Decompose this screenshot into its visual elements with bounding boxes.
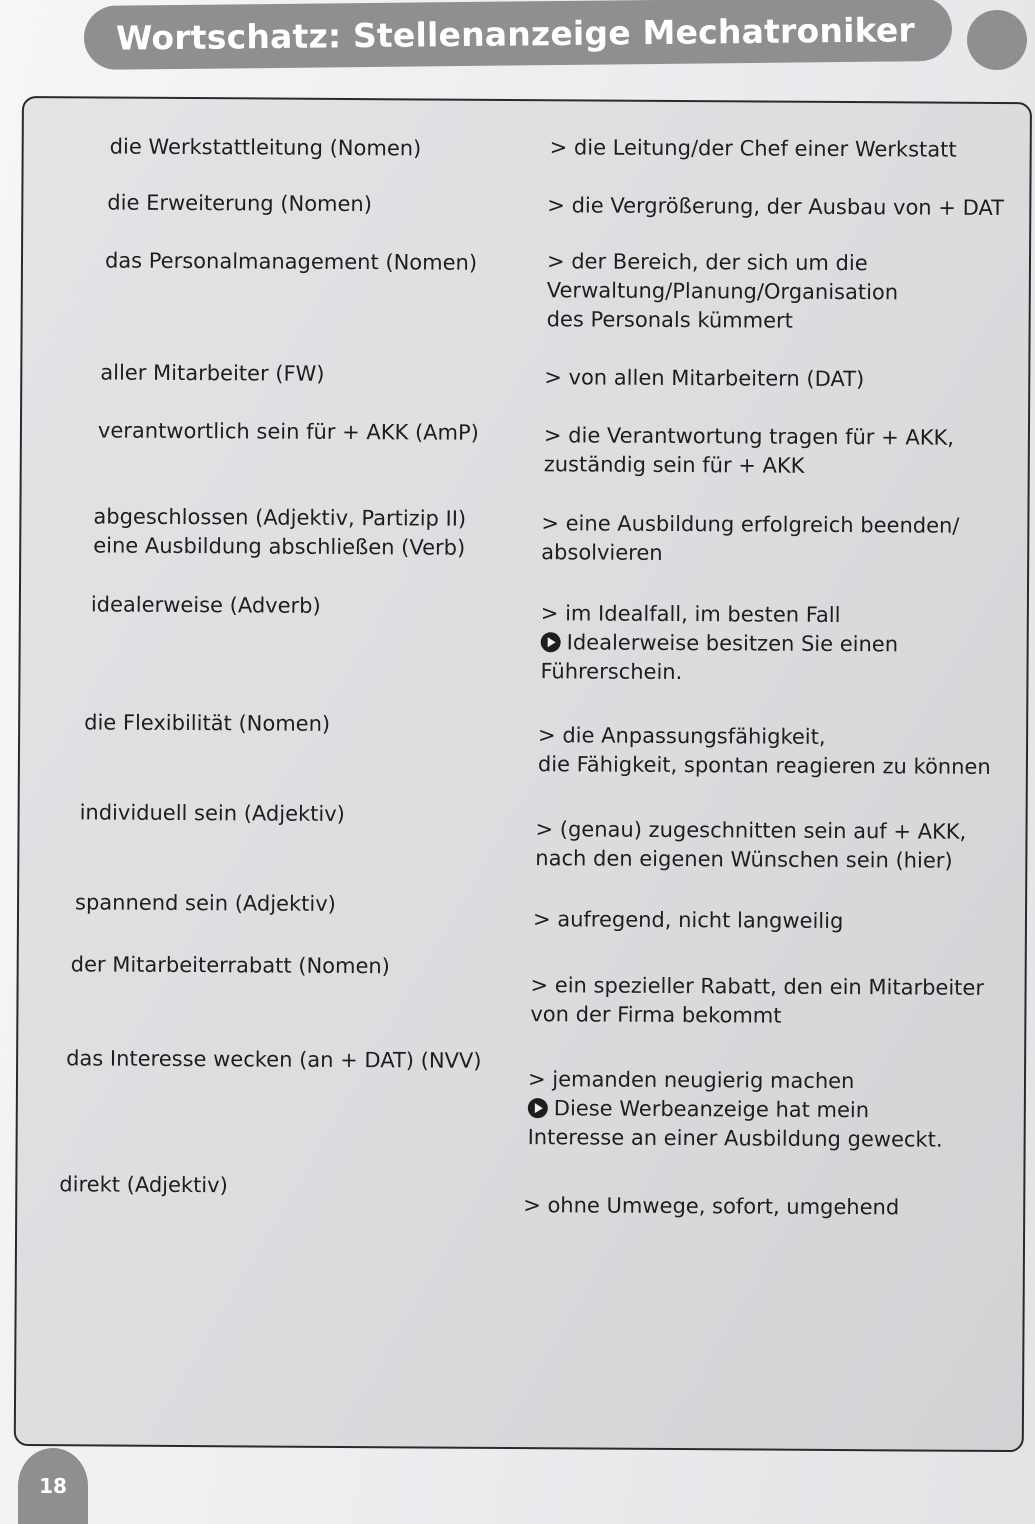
vocab-term: individuell sein (Adjektiv) — [79, 800, 345, 826]
play-example-icon — [541, 632, 561, 652]
vocab-term: das Interesse wecken (an + DAT) (NVV) — [66, 1046, 482, 1073]
vocab-definition: > (genau) zugeschnitten sein auf + AKK, nach den eigenen Wünschen sein (hier) — [535, 817, 967, 873]
title-banner — [84, 0, 953, 70]
vocab-term: die Erweiterung (Nomen) — [107, 190, 373, 217]
vocab-definition: > im Idealfall, im besten Fall Idealerweise besitzen Sie einen Führerschein. — [540, 599, 1011, 689]
vocab-definition: > ohne Umwege, sofort, umgehend — [523, 1193, 900, 1220]
vocab-definition: > eine Ausbildung erfolgreich beenden/ absolvieren — [541, 511, 960, 565]
title-decoration-circle — [967, 10, 1027, 70]
page-title: Wortschatz: Stellenanzeige Mechatroniker — [115, 9, 916, 58]
vocab-definition: > die Anpassungsfähigkeit, die Fähigkeit, spontan reagieren zu können — [537, 723, 991, 779]
vocab-term: spannend sein (Adjektiv) — [75, 890, 336, 916]
vocab-definition: > der Bereich, der sich um die Verwaltung/Planung/Organisation des Personals kümmert — [546, 249, 899, 333]
page-number-badge — [18, 1448, 88, 1524]
example-sentence: Idealerweise besitzen Sie einen — [541, 628, 1011, 660]
vocabulary-box — [14, 96, 1032, 1452]
vocab-definition: > aufregend, nicht langweilig — [532, 907, 844, 934]
vocab-definition: > die Verantwortung tragen für + AKK, zuständig sein für + AKK — [543, 423, 955, 478]
vocab-definition: > von allen Mitarbeitern (DAT) — [544, 365, 865, 392]
vocab-term: die Flexibilität (Nomen) — [84, 710, 331, 736]
vocab-term: aller Mitarbeiter (FW) — [100, 360, 325, 386]
play-example-icon — [528, 1098, 548, 1118]
example-sentence: Diese Werbeanzeige hat mein — [528, 1094, 998, 1126]
vocab-definition: > jemanden neugierig machen Diese Werbeanzeige hat mein Interesse an einer Ausbildung geweckt. — [528, 1065, 999, 1155]
vocab-term: verantwortlich sein für + AKK (AmP) — [97, 418, 479, 445]
vocab-term: abgeschlossen (Adjektiv, Partizip II) eine Ausbildung abschließen (Verb) — [93, 504, 467, 560]
vocab-definition: > die Vergrößerung, der Ausbau von + DAT — [547, 193, 1005, 221]
vocab-definition: > ein spezieller Rabatt, den ein Mitarbeiter von der Firma bekommt — [530, 973, 985, 1028]
vocab-definition: > die Leitung/der Chef einer Werkstatt — [549, 135, 957, 162]
page-number: 18 — [39, 1474, 67, 1498]
vocab-term: idealerweise (Adverb) — [90, 592, 321, 618]
vocab-term: der Mitarbeiterrabatt (Nomen) — [70, 952, 390, 979]
vocab-term: das Personalmanagement (Nomen) — [104, 248, 478, 275]
vocab-term: die Werkstattleitung (Nomen) — [109, 134, 422, 161]
vocab-term: direkt (Adjektiv) — [59, 1172, 228, 1198]
